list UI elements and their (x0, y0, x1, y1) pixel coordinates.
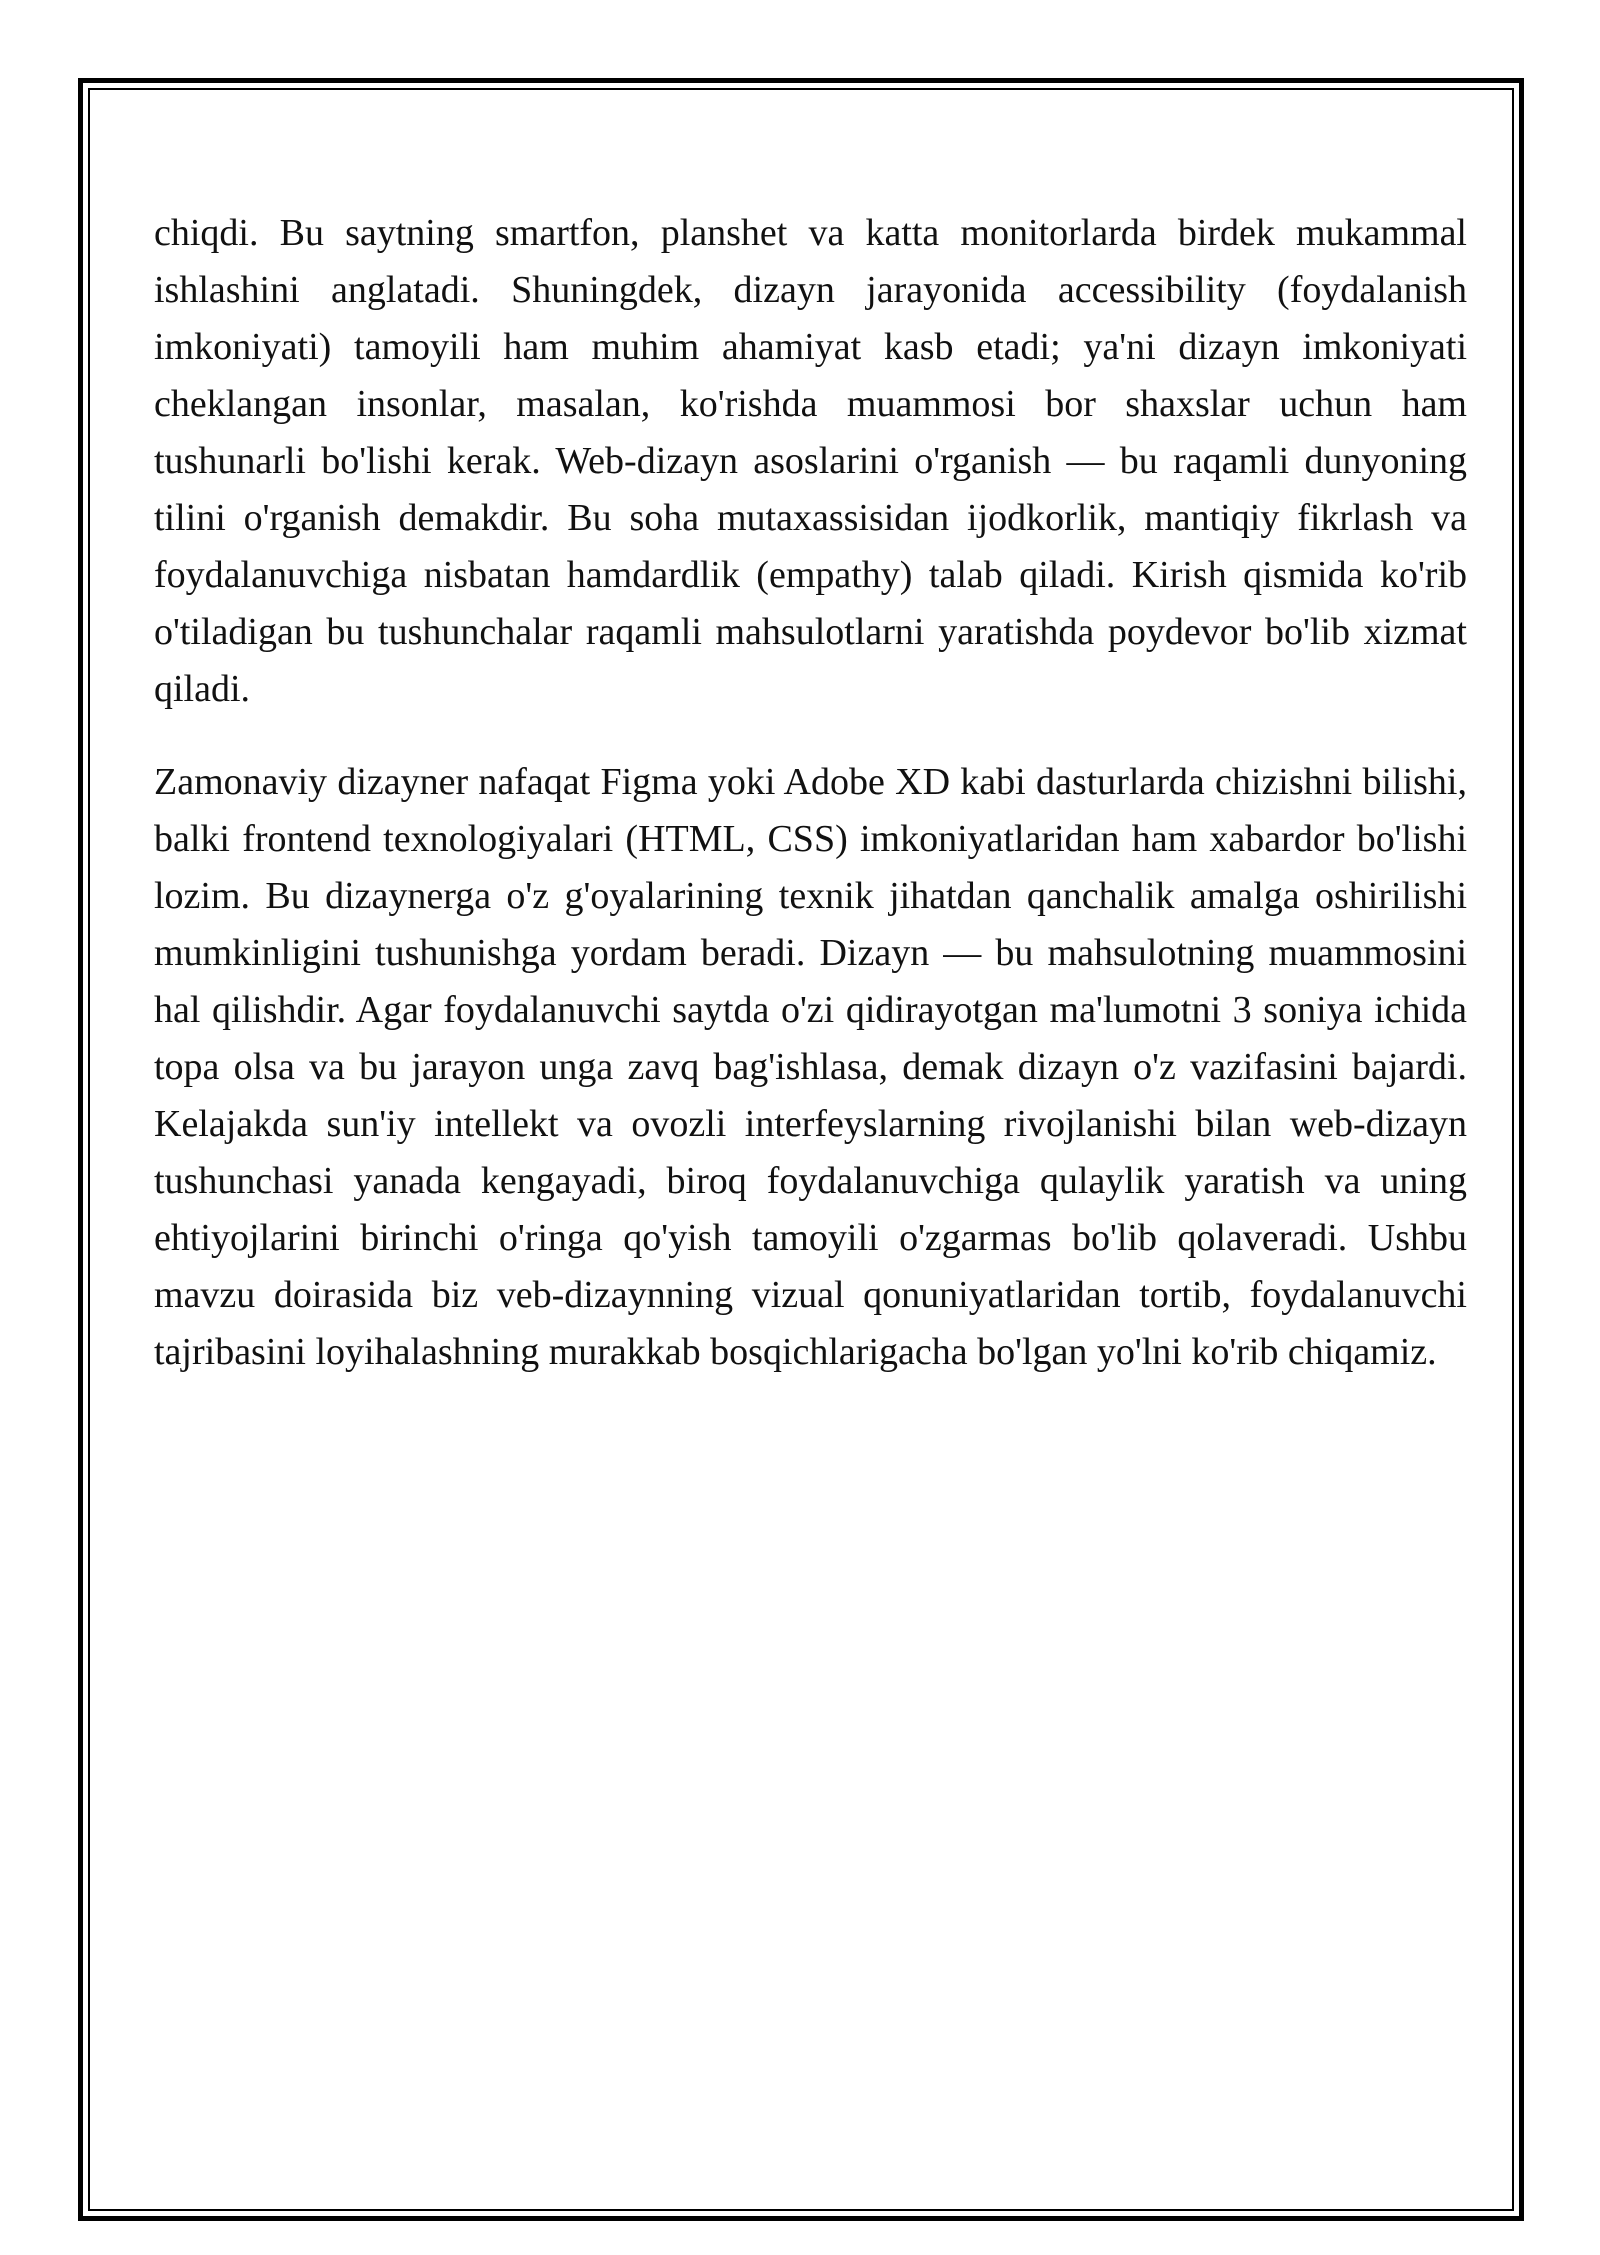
paragraph-1: chiqdi. Bu saytning smartfon, planshet va katta monitorlarda birdek mukammal ishlashini anglatadi. Shuningdek, dizayn jarayonida accessibility (foydalanish imkoniyati) tamoyili ham muhim ahamiyat kasb etadi; ya'ni dizayn imkoniyati cheklangan insonlar, masalan, ko'rishda muammosi bor shaxslar uchun ham tushunarli bo'lishi kerak. Web-dizayn asoslarini o'rganish — bu raqamli dunyoning tilini o'rganish demakdir. Bu soha mutaxassisidan ijodkorlik, mantiqiy fikrlash va foydalanuvchiga nisbatan hamdardlik (empathy) talab qiladi. Kirish qismida ko'rib o'tiladigan bu tushunchalar raqamli mahsulotlarni yaratishda poydevor bo'lib xizmat qiladi. (154, 212, 1467, 710)
paragraph-2: Zamonaviy dizayner nafaqat Figma yoki Adobe XD kabi dasturlarda chizishni bilishi, balki frontend texnologiyalari (HTML, CSS) imkoniyatlaridan ham xabardor bo'lishi lozim. Bu dizaynerga o'z g'oyalarining texnik jihatdan qanchalik amalga oshirilishi mumkinligini tushunishga yordam beradi. Dizayn — bu mahsulotning muammosini hal qilishdir. Agar foydalanuvchi saytda o'zi qidirayotgan ma'lumotni 3 soniya ichida topa olsa va bu jarayon unga zavq bag'ishlasa, demak dizayn o'z vazifasini bajardi. Kelajakda sun'iy intellekt va ovozli interfeyslarning rivojlanishi bilan web-dizayn tushunchasi yanada kengayadi, biroq foydalanuvchiga qulaylik yaratish va uning ehtiyojlarini birinchi o'ringa qo'yish tamoyili o'zgarmas bo'lib qolaveradi. Ushbu mavzu doirasida biz veb-dizaynning vizual qonuniyatlaridan tortib, foydalanuvchi tajribasini loyihalashning murakkab bosqichlarigacha bo'lgan yo'lni ko'rib chiqamiz. (154, 761, 1467, 1373)
document-body (154, 205, 1467, 1417)
